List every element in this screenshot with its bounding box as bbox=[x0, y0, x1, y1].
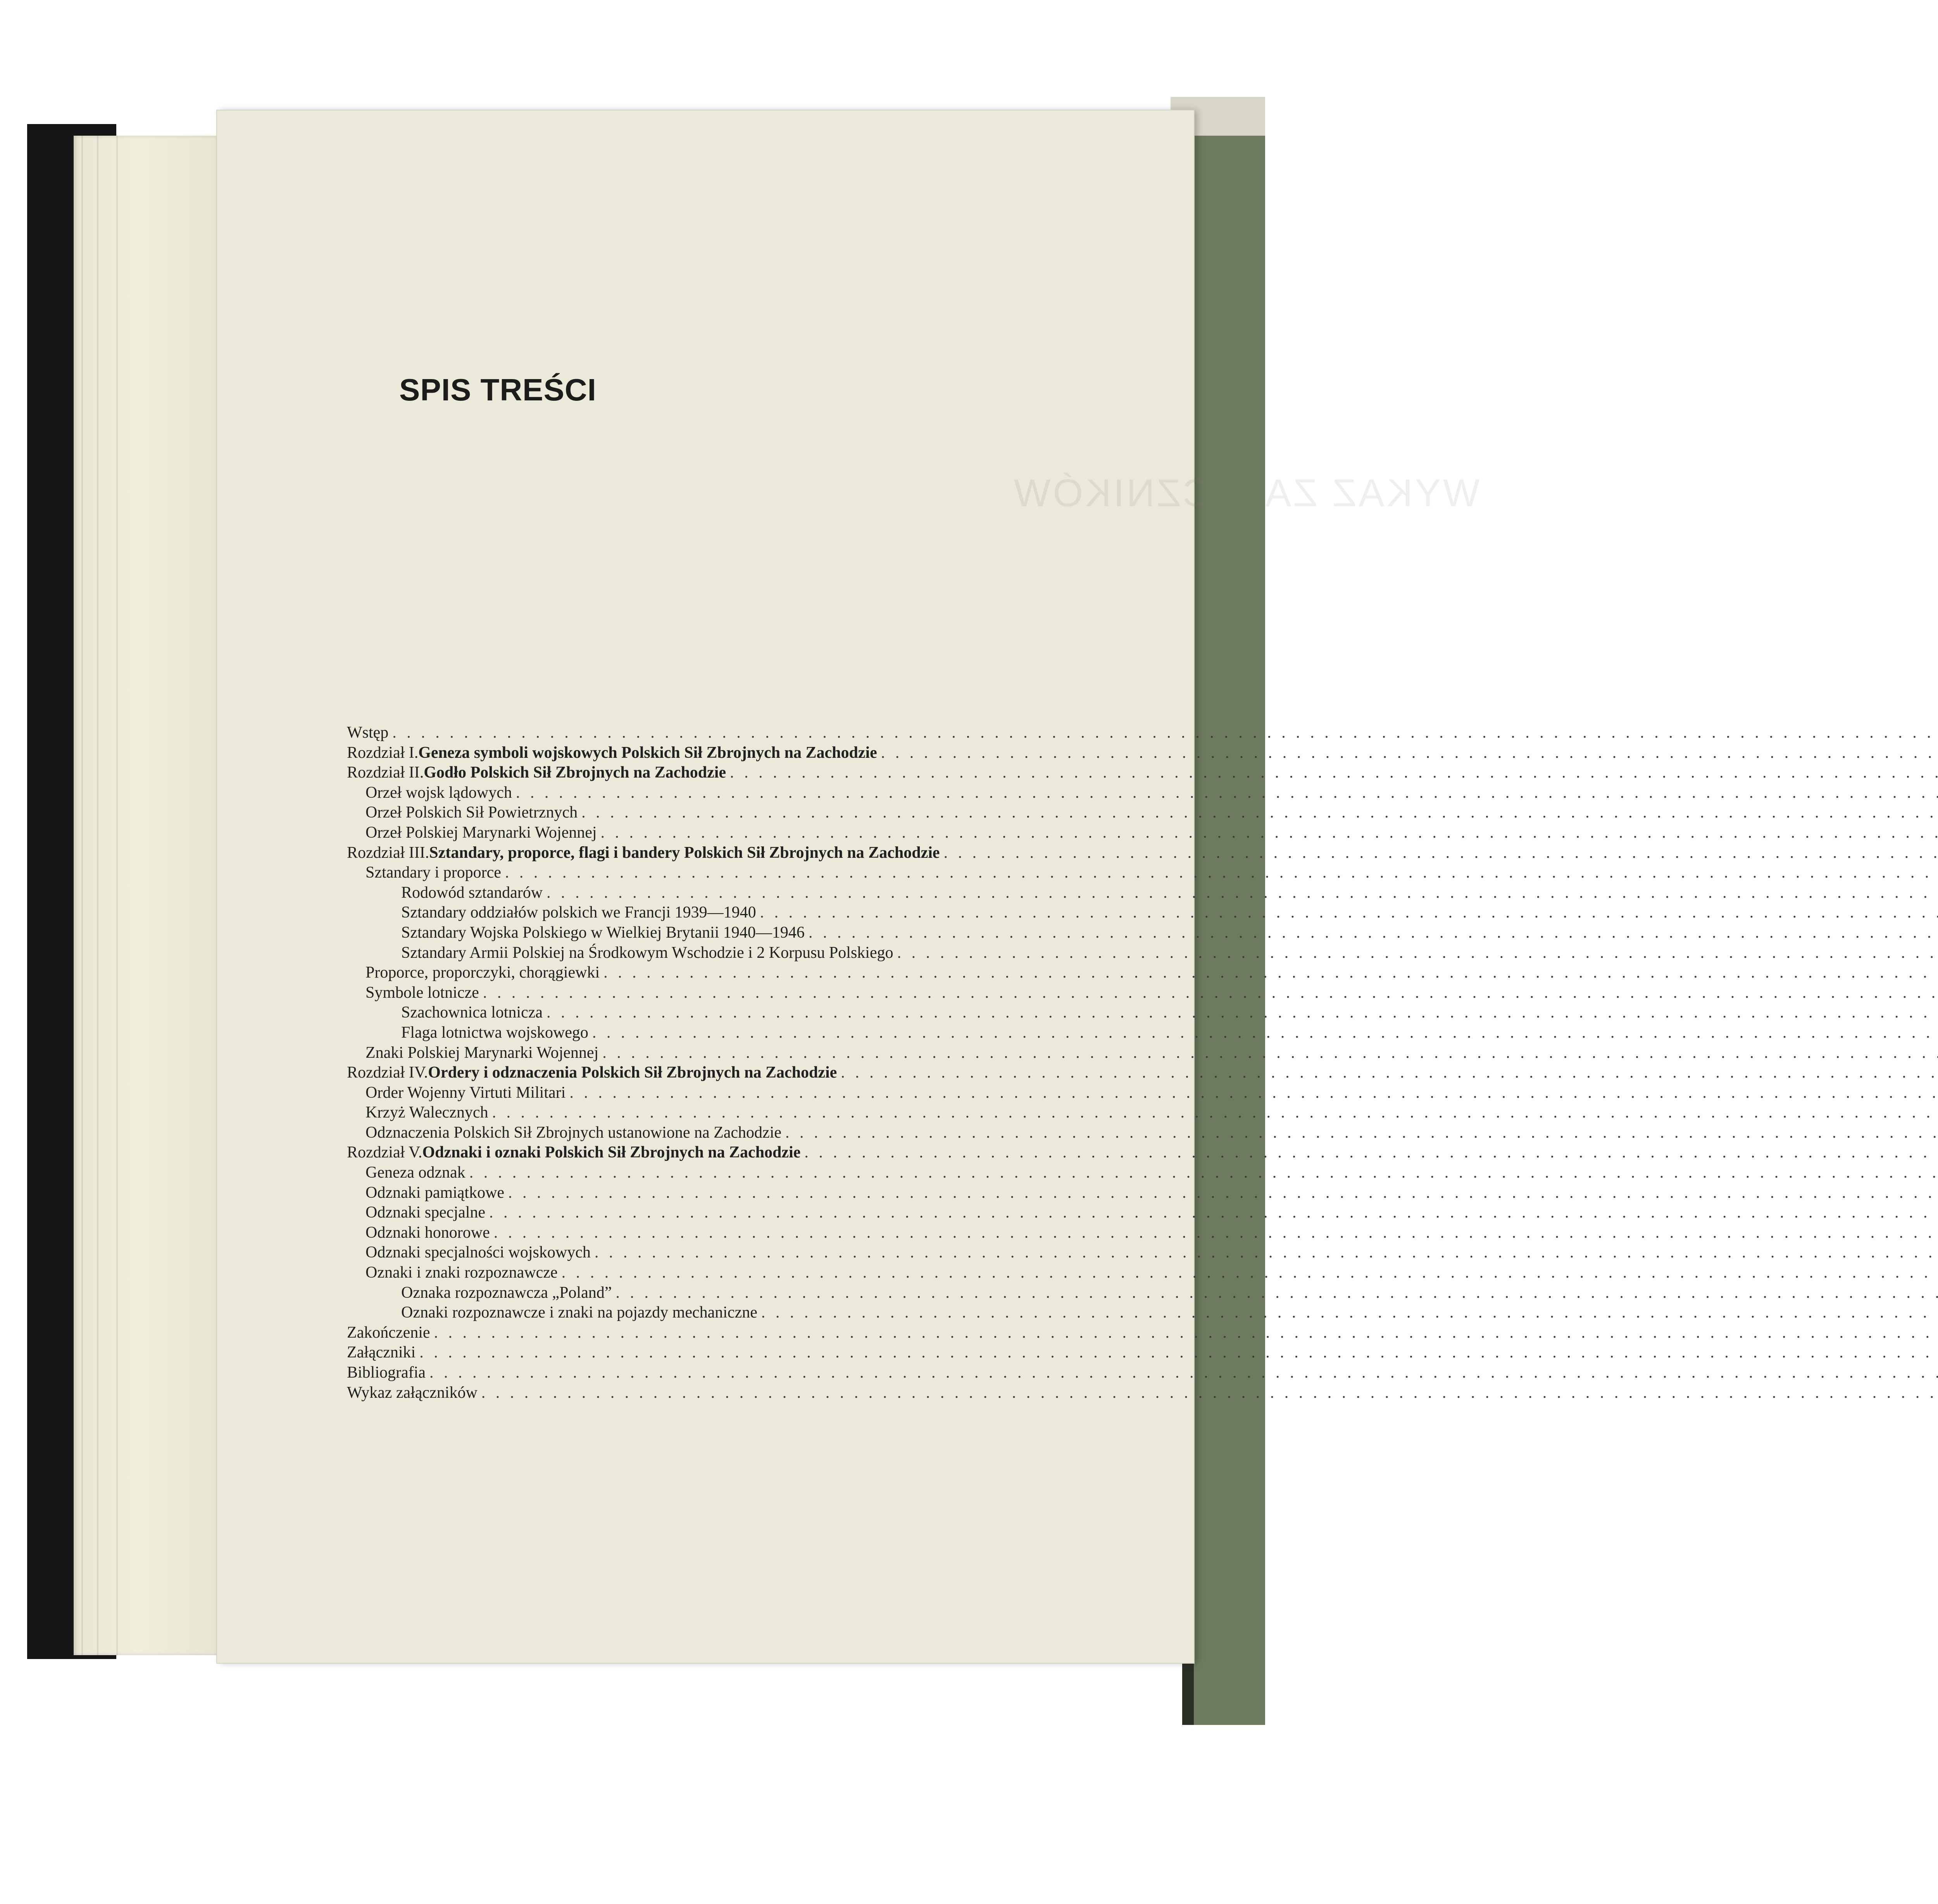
toc-entry bbox=[347, 983, 1174, 1003]
toc-entry bbox=[347, 1103, 1174, 1123]
toc-entry bbox=[347, 1243, 1174, 1263]
toc-entry-title: Znaki Polskiej Marynarki Wojennej bbox=[366, 1043, 599, 1062]
toc-entry-title: Oznaka rozpoznawcza „Poland” bbox=[401, 1283, 612, 1302]
toc-entry bbox=[347, 1223, 1174, 1243]
toc-leader-dots bbox=[592, 1023, 1938, 1043]
toc-entry bbox=[347, 1343, 1174, 1363]
toc-entry-chapter-prefix: Rozdział V. bbox=[347, 1143, 422, 1162]
toc-entry bbox=[347, 1043, 1174, 1063]
toc-entry-title: Bibliografia bbox=[347, 1364, 426, 1381]
toc-leader-dots bbox=[492, 1103, 1938, 1123]
toc-entry-title: Odznaki pamiątkowe bbox=[366, 1183, 505, 1202]
toc-entry bbox=[347, 883, 1174, 903]
toc-entry bbox=[347, 863, 1174, 883]
toc-entry bbox=[347, 943, 1174, 963]
toc-leader-dots bbox=[760, 903, 1938, 923]
toc-entry-title: Order Wojenny Virtuti Militari bbox=[366, 1083, 566, 1102]
toc-leader-dots bbox=[469, 1163, 1938, 1183]
toc-entry bbox=[347, 1323, 1174, 1343]
toc-entry-title: Odznaki specjalne bbox=[366, 1204, 486, 1222]
toc-entry-title: Orzeł Polskiej Marynarki Wojennej bbox=[366, 823, 597, 842]
toc-entry bbox=[347, 803, 1174, 823]
toc-entry-title: Rodowód sztandarów bbox=[401, 883, 543, 902]
toc-entry-title: Sztandary, proporce, flagi i bandery Polskich Sił Zbrojnych na Zachodzie bbox=[429, 843, 940, 862]
toc-entry-title: Odznaki honorowe bbox=[366, 1223, 490, 1242]
toc-entry-title: Godło Polskich Sił Zbrojnych na Zachodzie bbox=[424, 764, 726, 782]
toc-entry bbox=[347, 1263, 1174, 1283]
toc-leader-dots bbox=[508, 1183, 1938, 1203]
toc-entry bbox=[347, 1063, 1174, 1083]
toc-entry bbox=[347, 763, 1174, 783]
toc-entry-title: Wykaz załączników bbox=[347, 1383, 478, 1402]
toc-entry-title: Odznaki specjalności wojskowych bbox=[366, 1243, 591, 1262]
toc-leader-dots bbox=[494, 1223, 1938, 1243]
toc-entry bbox=[347, 843, 1174, 863]
toc-entry-title: Oznaki rozpoznawcze i znaki na pojazdy mechaniczne bbox=[401, 1304, 757, 1322]
toc-leader-dots bbox=[761, 1303, 1938, 1323]
toc-leader-dots bbox=[516, 783, 1938, 803]
page-title: SPIS TREŚCI bbox=[399, 373, 597, 407]
toc-entry-title: Geneza symboli wojskowych Polskich Sił Zbrojnych na Zachodzie bbox=[418, 743, 877, 762]
toc-leader-dots bbox=[547, 1003, 1938, 1023]
toc-entry-title: Odznaki i oznaki Polskich Sił Zbrojnych na Zachodzie bbox=[422, 1143, 801, 1162]
toc-entry-title: Wstęp bbox=[347, 724, 389, 742]
toc-entry bbox=[347, 823, 1174, 843]
toc-entry bbox=[347, 1363, 1174, 1383]
toc-entry-title: Odznaczenia Polskich Sił Zbrojnych ustanowione na Zachodzie bbox=[366, 1123, 782, 1142]
toc-entry bbox=[347, 1163, 1174, 1183]
toc-leader-dots bbox=[581, 803, 1938, 823]
toc-entry-title: Sztandary i proporce bbox=[366, 864, 501, 882]
toc-entry bbox=[347, 1283, 1174, 1303]
toc-leader-dots bbox=[481, 1383, 1938, 1403]
toc-entry-title: Sztandary Wojska Polskiego w Wielkiej Brytanii 1940—1946 bbox=[401, 923, 805, 942]
toc-entry-chapter-prefix: Rozdział III. bbox=[347, 843, 429, 862]
toc-leader-dots bbox=[602, 1043, 1938, 1063]
toc-entry bbox=[347, 1143, 1174, 1163]
toc-entry-title: Załączniki bbox=[347, 1343, 416, 1362]
toc-entry-title: Sztandary Armii Polskiej na Środkowym Wschodzie i 2 Korpusu Polskiego bbox=[401, 943, 893, 962]
bleed-through-text: WYKAZ ZAŁĄCZNIKÓW bbox=[1012, 471, 1480, 515]
toc-entry bbox=[347, 743, 1174, 763]
toc-entry bbox=[347, 923, 1174, 943]
toc-entry-title: Geneza odznak bbox=[366, 1164, 466, 1182]
toc-entry bbox=[347, 1183, 1174, 1203]
toc-entry bbox=[347, 723, 1174, 743]
toc-entry bbox=[347, 903, 1174, 923]
toc-leader-dots bbox=[483, 983, 1938, 1003]
toc-leader-dots bbox=[547, 883, 1938, 903]
toc-leader-dots bbox=[841, 1063, 1938, 1083]
toc-entry-title: Orzeł Polskich Sił Powietrznych bbox=[366, 804, 578, 822]
toc-leader-dots bbox=[419, 1343, 1938, 1363]
toc-entry-title: Oznaki i znaki rozpoznawcze bbox=[366, 1264, 558, 1282]
toc-entry-title: Orzeł wojsk lądowych bbox=[366, 783, 512, 802]
underlying-pages bbox=[74, 136, 236, 1655]
toc-entry-title: Symbole lotnicze bbox=[366, 983, 479, 1002]
toc-leader-dots bbox=[562, 1263, 1938, 1283]
toc-entry bbox=[347, 1123, 1174, 1143]
toc-leader-dots bbox=[785, 1123, 1938, 1143]
toc-entry-chapter-prefix: Rozdział II. bbox=[347, 764, 424, 782]
toc-entry-title: Ordery i odznaczenia Polskich Sił Zbrojnych na Zachodzie bbox=[428, 1064, 837, 1082]
toc-leader-dots bbox=[489, 1203, 1938, 1223]
toc-leader-dots bbox=[434, 1323, 1938, 1343]
toc-leader-dots bbox=[505, 863, 1938, 883]
toc-entry bbox=[347, 1383, 1174, 1403]
toc-leader-dots bbox=[601, 823, 1938, 843]
toc-leader-dots bbox=[429, 1363, 1938, 1383]
toc-leader-dots bbox=[944, 843, 1938, 863]
toc-entry-title: Proporce, proporczyki, chorągiewki bbox=[366, 964, 600, 982]
toc-entry bbox=[347, 1003, 1174, 1023]
toc-entry-title: Sztandary oddziałów polskich we Francji 1939—1940 bbox=[401, 904, 756, 922]
toc-entry-title: Zakończenie bbox=[347, 1323, 430, 1342]
toc-leader-dots bbox=[603, 963, 1938, 983]
toc-entry bbox=[347, 1203, 1174, 1223]
toc-leader-dots bbox=[595, 1243, 1938, 1263]
toc-entry-title: Szachownica lotnicza bbox=[401, 1004, 543, 1022]
toc-leader-dots bbox=[616, 1283, 1938, 1303]
toc-entry bbox=[347, 783, 1174, 803]
toc-leader-dots bbox=[897, 943, 1938, 963]
toc-leader-dots bbox=[809, 923, 1938, 943]
toc-leader-dots bbox=[569, 1083, 1938, 1103]
toc-entry-chapter-prefix: Rozdział I. bbox=[347, 743, 419, 762]
toc-leader-dots bbox=[804, 1143, 1938, 1163]
toc-leader-dots bbox=[881, 743, 1938, 763]
toc-entry bbox=[347, 1303, 1174, 1323]
toc-entry bbox=[347, 1083, 1174, 1103]
toc-entry-title: Flaga lotnictwa wojskowego bbox=[401, 1023, 588, 1042]
toc-leader-dots bbox=[730, 763, 1938, 783]
toc-entry-title: Krzyż Walecznych bbox=[366, 1104, 488, 1122]
toc-leader-dots bbox=[392, 723, 1938, 743]
toc-entry bbox=[347, 963, 1174, 983]
toc-entry bbox=[347, 1023, 1174, 1043]
table-of-contents bbox=[347, 723, 1174, 1403]
toc-entry-chapter-prefix: Rozdział IV. bbox=[347, 1064, 428, 1082]
